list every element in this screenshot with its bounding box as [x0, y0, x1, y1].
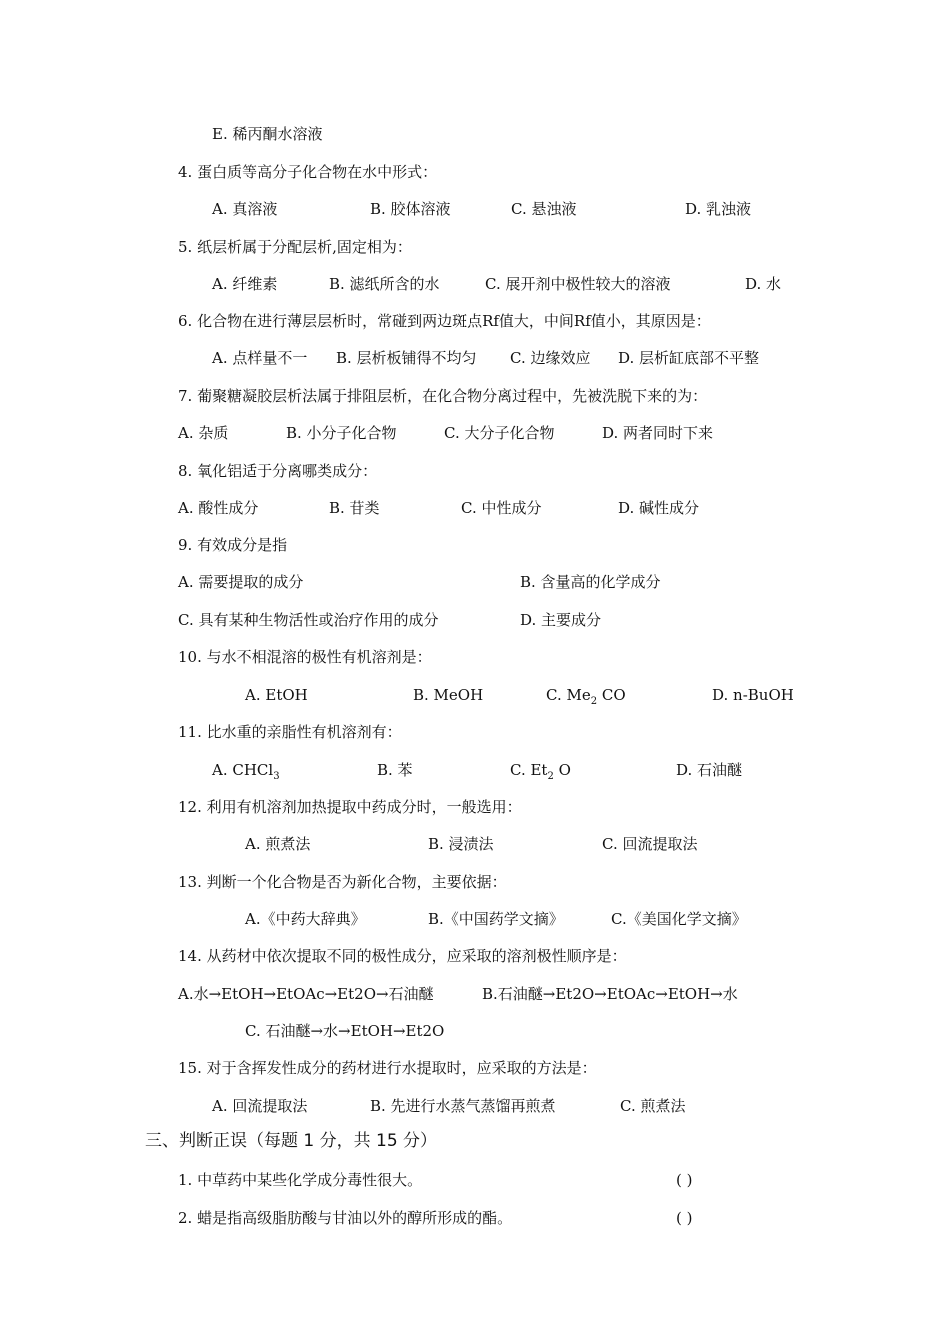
q10-option-d: D. n-BuOH	[712, 686, 794, 704]
q12-option-b: B. 浸渍法	[428, 835, 494, 853]
q15-option-a: A. 回流提取法	[212, 1097, 308, 1115]
q10-option-a: A. EtOH	[245, 686, 308, 704]
q14-question: 14. 从药材中依次提取不同的极性成分，应采取的溶剂极性顺序是：	[178, 947, 627, 965]
q9-question: 9. 有效成分是指	[178, 536, 288, 554]
tf-item-2-text: 2. 蜡是指高级脂肪酸与甘油以外的醇所形成的酯。	[178, 1209, 513, 1227]
q6-option-b: B. 层析板铺得不均匀	[336, 349, 477, 367]
q9-option-d: D. 主要成分	[520, 611, 602, 629]
q15-option-b: B. 先进行水蒸气蒸馏再煎煮	[370, 1097, 556, 1115]
q4-question: 4. 蛋白质等高分子化合物在水中形式：	[178, 163, 438, 181]
q6-option-c: C. 边缘效应	[510, 349, 591, 367]
q11-option-a: A. CHCl$_3$	[212, 761, 280, 782]
q11-option-d: D. 石油醚	[676, 761, 743, 779]
q8-option-b: B. 苷类	[329, 499, 380, 517]
tf-item-2-blank[interactable]: ( )	[676, 1209, 693, 1227]
q7-option-a: A. 杂质	[178, 424, 229, 442]
q4-option-a: A. 真溶液	[212, 200, 278, 218]
q7-option-b: B. 小分子化合物	[286, 424, 397, 442]
tf-item-1-blank[interactable]: ( )	[676, 1171, 693, 1189]
q4-option-b: B. 胶体溶液	[370, 200, 451, 218]
q15-question: 15. 对于含挥发性成分的药材进行水提取时，应采取的方法是：	[178, 1059, 597, 1077]
q10-option-c: C. $Me_2$ CO	[546, 686, 626, 707]
q5-question: 5. 纸层析属于分配层析,固定相为：	[178, 238, 412, 256]
q9-option-b: B. 含量高的化学成分	[520, 573, 661, 591]
q5-option-b: B. 滤纸所含的水	[329, 275, 440, 293]
q4-option-d: D. 乳浊液	[685, 200, 752, 218]
q15-option-c: C. 煎煮法	[620, 1097, 686, 1115]
q12-question: 12. 利用有机溶剂加热提取中药成分时，一般选用：	[178, 798, 522, 816]
q8-option-d: D. 碱性成分	[618, 499, 700, 517]
q6-option-d: D. 层析缸底部不平整	[618, 349, 760, 367]
q11-option-c: C. $Et_2$ O	[510, 761, 571, 782]
q13-option-c: C.《美国化学文摘》	[611, 910, 747, 928]
q7-option-d: D. 两者同时下来	[602, 424, 714, 442]
q13-option-b: B.《中国药学文摘》	[428, 910, 564, 928]
tf-item-1-text: 1. 中草药中某些化学成分毒性很大。	[178, 1171, 423, 1189]
q11-option-b: B. 苯	[377, 761, 413, 779]
q14-option-a: A.水→EtOH→EtOAc→Et2O→石油醚	[178, 985, 434, 1003]
q4-option-c: C. 悬浊液	[511, 200, 577, 218]
q3-option-e: E. 稀丙酮水溶液	[212, 125, 323, 143]
q5-option-d: D. 水	[745, 275, 782, 293]
q13-option-a: A.《中药大辞典》	[245, 910, 366, 928]
q7-question: 7. 葡聚糖凝胶层析法属于排阻层析，在化合物分离过程中，先被洗脱下来的为：	[178, 387, 708, 405]
q8-question: 8. 氧化铝适于分离哪类成分：	[178, 462, 378, 480]
q9-option-a: A. 需要提取的成分	[178, 573, 304, 591]
q7-option-c: C. 大分子化合物	[444, 424, 555, 442]
q12-option-c: C. 回流提取法	[602, 835, 698, 853]
q14-option-b: B.石油醚→Et2O→EtOAc→EtOH→水	[482, 985, 738, 1003]
q5-option-a: A. 纤维素	[212, 275, 278, 293]
q10-question: 10. 与水不相混溶的极性有机溶剂是：	[178, 648, 432, 666]
q11-question: 11. 比水重的亲脂性有机溶剂有：	[178, 723, 402, 741]
q14-option-c: C. 石油醚→水→EtOH→Et2O	[245, 1022, 445, 1040]
q8-option-a: A. 酸性成分	[178, 499, 259, 517]
q13-question: 13. 判断一个化合物是否为新化合物，主要依据：	[178, 873, 507, 891]
q12-option-a: A. 煎煮法	[245, 835, 311, 853]
q5-option-c: C. 展开剂中极性较大的溶液	[485, 275, 671, 293]
q9-option-c: C. 具有某种生物活性或治疗作用的成分	[178, 611, 439, 629]
q6-option-a: A. 点样量不一	[212, 349, 308, 367]
q10-option-b: B. MeOH	[413, 686, 484, 704]
q6-question: 6. 化合物在进行薄层层析时，常碰到两边斑点Rf值大，中间Rf值小，其原因是：	[178, 312, 711, 330]
section-title: 三、判断正误（每题 1 分，共 15 分）	[145, 1131, 438, 1151]
q8-option-c: C. 中性成分	[461, 499, 542, 517]
